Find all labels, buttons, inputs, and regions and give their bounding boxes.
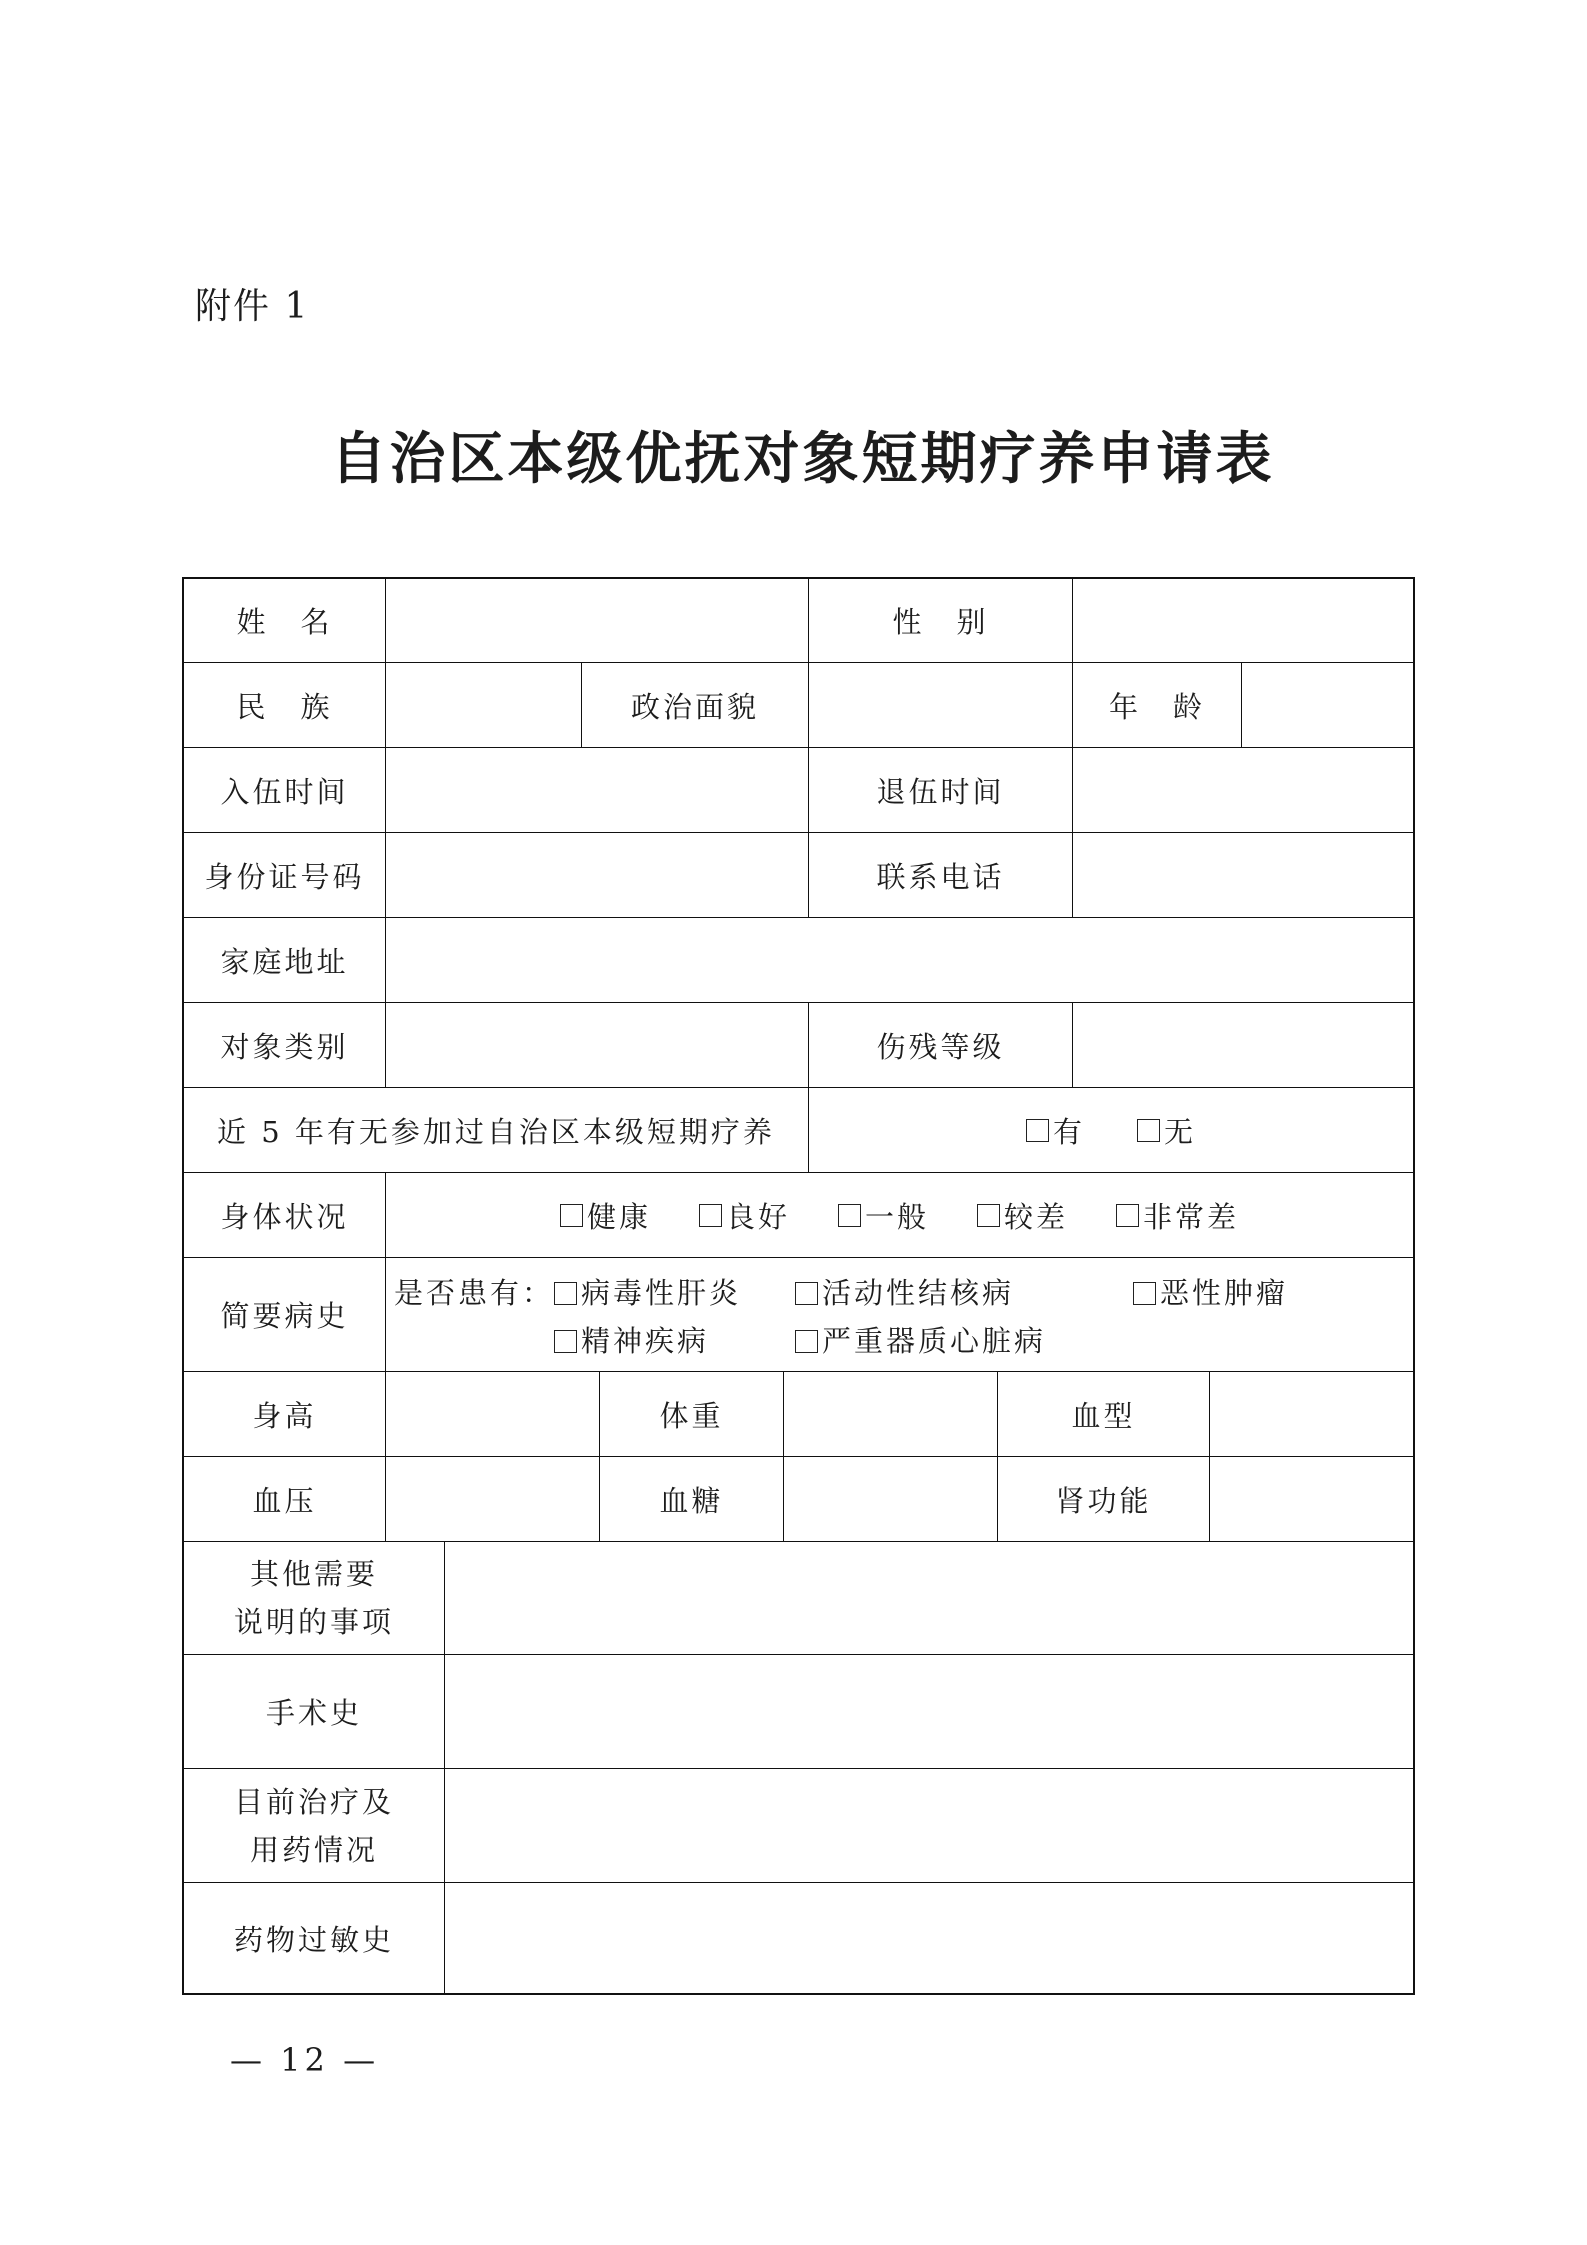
option-label: 活动性结核病 [822, 1276, 1015, 1310]
other-notes-value [444, 1542, 1413, 1654]
row-id-phone [184, 832, 1413, 917]
enlist-date-value [385, 748, 808, 832]
ethnicity-label: 民 族 [236, 689, 333, 724]
checkbox-icon [560, 1204, 583, 1227]
checkbox-icon [699, 1204, 722, 1227]
other-notes-label [184, 1542, 444, 1654]
checkbox-icon [554, 1330, 577, 1353]
prior-recuperation-options [808, 1088, 1413, 1172]
current-treatment-value [444, 1769, 1413, 1882]
history-prompt: 是否患有： [394, 1276, 555, 1310]
weight-label: 体重 [599, 1372, 783, 1456]
other-notes-label-line-1: 其他需要 [249, 1557, 378, 1591]
address-label: 家庭地址 [220, 944, 349, 979]
drug-allergy-value [444, 1883, 1413, 1993]
option-good [699, 1195, 790, 1236]
name-value [385, 579, 808, 662]
gender-value [1072, 579, 1413, 662]
checkbox-icon [838, 1204, 861, 1227]
other-notes-label-line-2: 说明的事项 [233, 1605, 394, 1639]
row-name-gender [184, 579, 1413, 662]
height-value [385, 1372, 599, 1456]
blood-pressure-label: 血压 [252, 1483, 317, 1518]
weight-value [783, 1372, 997, 1456]
checkbox-icon [554, 1282, 577, 1305]
phone-label: 联系电话 [808, 833, 1072, 917]
option-label: 一般 [864, 1199, 929, 1234]
history-label: 简要病史 [220, 1299, 349, 1333]
option-poor [977, 1195, 1068, 1236]
option-label: 病毒性肝炎 [581, 1276, 742, 1310]
checkbox-icon [795, 1282, 818, 1305]
phone-value [1072, 833, 1413, 917]
blood-type-label: 血型 [997, 1372, 1209, 1456]
option-yes [1026, 1110, 1085, 1151]
political-status-value [808, 663, 1072, 747]
option-severe-heart-disease [795, 1321, 1046, 1361]
row-surgery-history [184, 1654, 1413, 1768]
row-service-dates [184, 747, 1413, 832]
page-number: — 12 — [230, 2041, 380, 2079]
surgery-history-label: 手术史 [265, 1696, 362, 1730]
row-drug-allergy [184, 1882, 1413, 1993]
option-no [1137, 1110, 1196, 1151]
history-options [385, 1258, 1413, 1371]
blood-type-value [1209, 1372, 1413, 1456]
option-label: 恶性肿瘤 [1160, 1276, 1289, 1310]
category-value [385, 1003, 808, 1087]
address-value [385, 918, 1413, 1002]
ethnicity-value [385, 663, 581, 747]
category-label: 对象类别 [220, 1029, 349, 1064]
health-options [385, 1173, 1413, 1257]
checkbox-icon [1116, 1204, 1139, 1227]
current-treatment-label-line-1: 目前治疗及 [233, 1784, 394, 1819]
row-prior-recuperation [184, 1087, 1413, 1172]
form-title: 自治区本级优抚对象短期疗养申请表 [330, 426, 1275, 492]
option-very-poor [1116, 1195, 1239, 1236]
row-health-status [184, 1172, 1413, 1257]
id-number-value [385, 833, 808, 917]
name-label: 姓 名 [236, 605, 333, 639]
option-label: 非常差 [1143, 1199, 1240, 1234]
row-pressure-sugar-kidney [184, 1456, 1413, 1541]
option-active-tuberculosis [795, 1273, 1014, 1313]
surgery-history-value [444, 1655, 1413, 1768]
disability-level-value [1072, 1003, 1413, 1087]
drug-allergy-label: 药物过敏史 [233, 1922, 394, 1957]
option-label: 无 [1164, 1114, 1197, 1149]
option-label: 严重器质心脏病 [822, 1324, 1047, 1358]
row-address [184, 917, 1413, 1002]
option-label: 良好 [725, 1199, 790, 1234]
health-label: 身体状况 [220, 1199, 349, 1234]
kidney-function-label: 肾功能 [997, 1457, 1209, 1541]
option-label: 有 [1052, 1114, 1085, 1149]
political-status-label: 政治面貌 [581, 663, 808, 747]
checkbox-icon [1026, 1119, 1049, 1142]
prior-recuperation-label: 近 5 年有无参加过自治区本级短期疗养 [217, 1114, 775, 1149]
disability-level-label: 伤残等级 [808, 1003, 1072, 1087]
option-label: 精神疾病 [581, 1324, 710, 1358]
age-label: 年 龄 [1072, 663, 1241, 747]
blood-sugar-label: 血糖 [599, 1457, 783, 1541]
option-label: 健康 [586, 1199, 651, 1234]
option-mental-illness [554, 1321, 709, 1361]
option-label: 较差 [1004, 1199, 1069, 1234]
row-height-weight-blood-type [184, 1371, 1413, 1456]
checkbox-icon [1133, 1282, 1156, 1305]
checkbox-icon [977, 1204, 1000, 1227]
discharge-date-value [1072, 748, 1413, 832]
attachment-label: 附件 1 [195, 286, 310, 327]
checkbox-icon [795, 1330, 818, 1353]
discharge-date-label: 退伍时间 [808, 748, 1072, 832]
row-other-notes [184, 1541, 1413, 1654]
option-average [838, 1195, 929, 1236]
option-healthy [560, 1195, 651, 1236]
kidney-function-value [1209, 1457, 1413, 1541]
option-malignant-tumor [1133, 1273, 1288, 1313]
height-label: 身高 [252, 1398, 317, 1433]
current-treatment-label-line-2: 用药情况 [249, 1832, 378, 1867]
row-medical-history [184, 1257, 1413, 1371]
current-treatment-label [184, 1769, 444, 1882]
blood-sugar-value [783, 1457, 997, 1541]
option-viral-hepatitis [554, 1273, 741, 1313]
id-number-label: 身份证号码 [204, 859, 365, 894]
row-category-disability [184, 1002, 1413, 1087]
age-value [1241, 663, 1413, 747]
row-current-treatment [184, 1768, 1413, 1882]
enlist-date-label: 入伍时间 [220, 774, 349, 809]
blood-pressure-value [385, 1457, 599, 1541]
checkbox-icon [1137, 1119, 1160, 1142]
gender-label: 性 别 [808, 579, 1072, 662]
application-form-table [182, 577, 1415, 1995]
row-ethnicity-political-age [184, 662, 1413, 747]
